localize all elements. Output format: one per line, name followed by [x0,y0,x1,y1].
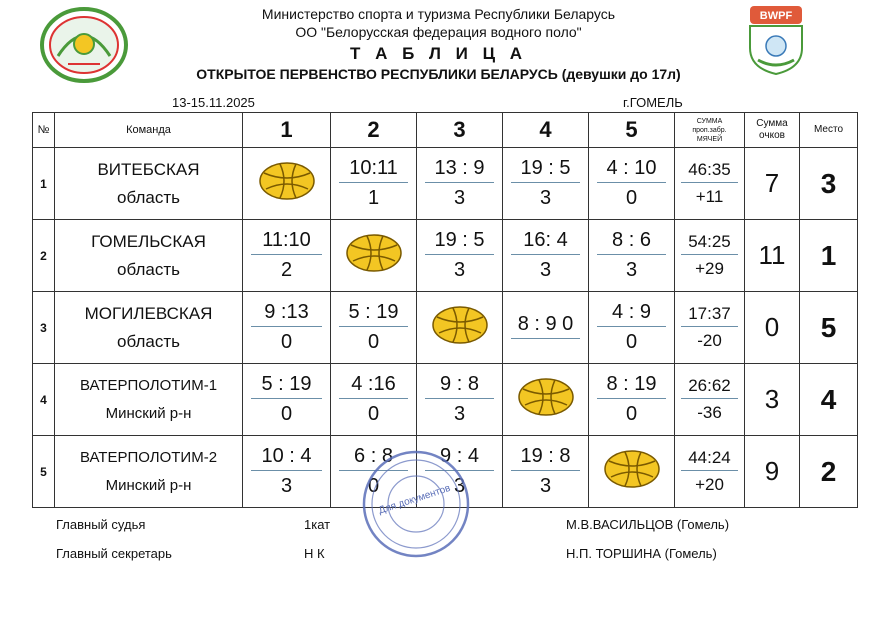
goals-total-cell [675,220,745,292]
page-title: Т А Б Л И Ц А [349,44,528,63]
match-score: 10:11 [339,157,408,183]
bwpf-logo-text: BWPF [759,10,793,22]
row-number: 2 [33,220,55,292]
ministry-name: Министерство спорта и туризма Республики Беларусь [261,6,616,22]
match-cell [503,436,589,508]
goals-total-cell [675,364,745,436]
goal-difference: +11 [695,187,724,206]
match-points: 0 [367,475,380,497]
match-cell [331,148,417,220]
place: 1 [800,220,858,292]
match-points: 3 [539,259,552,281]
water-polo-ball-icon [345,233,403,273]
row-number: 4 [33,364,55,436]
goals-total-cell [675,148,745,220]
col-num-header: № [33,113,55,148]
match-score: 13 : 9 [425,157,494,183]
match-points: 3 [453,187,466,209]
self-match-cell [503,364,589,436]
match-score: 19 : 5 [425,229,494,255]
col-team-header: Команда [55,113,243,148]
place: 2 [800,436,858,508]
team-name-line2: область [117,187,180,207]
col-5-header: 5 [589,113,675,148]
col-points-line1: Сумма [756,118,788,129]
table-row [33,292,858,364]
col-goals-line1: СУММА [696,117,723,125]
match-points: 2 [280,259,293,281]
self-match-cell [589,436,675,508]
match-cell [503,148,589,220]
table-row [33,220,858,292]
secretary-label: Главный секретарь [56,546,172,561]
match-points: 0 [367,331,380,353]
match-points: 3 [453,259,466,281]
col-1-header: 1 [243,113,331,148]
judge-name: М.В.ВАСИЛЬЦОВ (Гомель) [566,517,730,532]
match-points: 3 [280,475,293,497]
match-score: 8 : 6 [597,229,666,255]
col-goals-line3: МЯЧЕЙ [696,135,723,143]
judge-category: 1кат [304,517,331,532]
points-total: 11 [745,220,800,292]
goal-difference: +29 [695,259,724,278]
goals-total: 54:25 [681,232,738,255]
match-points: 0 [367,403,380,425]
match-score: 9 : 4 [425,445,494,471]
match-points: 0 [280,331,293,353]
match-cell [503,220,589,292]
match-score: 19 : 8 [511,445,580,471]
col-points-line2: очков [759,130,785,141]
self-match-cell [331,220,417,292]
stamp-text: Для документов [377,482,452,517]
match-cell [589,220,675,292]
water-polo-ball-icon [431,305,489,345]
match-points: 3 [453,475,466,497]
match-cell [331,292,417,364]
goals-total-cell [675,292,745,364]
match-cell [417,364,503,436]
match-cell [243,436,331,508]
match-score: 19 : 5 [511,157,580,183]
match-score: 9 : 8 [425,373,494,399]
match-cell [503,292,589,364]
match-cell [243,292,331,364]
table-row [33,148,858,220]
goals-total: 17:37 [681,304,738,327]
match-score: 11:10 [251,229,322,255]
team-name [55,364,243,436]
place: 4 [800,364,858,436]
match-points: 3 [539,475,552,497]
goals-total: 26:62 [681,376,738,399]
match-points: 3 [625,259,638,281]
points-total: 7 [745,148,800,220]
team-name-line1: ВАТЕРПОЛОТИМ-1 [79,376,218,394]
secretary-name: Н.П. ТОРШИНА (Гомель) [566,546,717,561]
col-2-header: 2 [331,113,417,148]
row-number: 5 [33,436,55,508]
points-total: 0 [745,292,800,364]
team-name-line1: ВИТЕБСКАЯ [97,159,200,179]
col-place-header: Место [800,113,858,148]
goals-total-cell [675,436,745,508]
team-name-line2: Минский р-н [105,404,192,422]
match-score: 8 : 19 [597,373,666,399]
secretary-category: Н К [304,546,325,561]
match-points: 1 [367,187,380,209]
water-polo-ball-icon [258,161,316,201]
col-3-header: 3 [417,113,503,148]
place: 3 [800,148,858,220]
table-row [33,364,858,436]
water-polo-ball-icon [517,377,575,417]
col-4-header: 4 [503,113,589,148]
match-cell [589,292,675,364]
team-name [55,436,243,508]
header-row [33,113,858,148]
tournament-title: ОТКРЫТОЕ ПЕРВЕНСТВО РЕСПУБЛИКИ БЕЛАРУСЬ (девушки до 17л) [196,66,681,82]
federation-name: ОО "Белорусская федерация водного поло" [295,24,582,40]
col-goals-line2: проп.забр. [692,126,727,134]
team-name [55,220,243,292]
goal-difference: +20 [695,475,724,494]
team-name-line2: область [117,331,180,351]
row-number: 3 [33,292,55,364]
match-score: 5 : 19 [251,373,322,399]
match-score: 9 :13 [251,301,322,327]
match-points: 3 [453,403,466,425]
match-cell [243,220,331,292]
team-name-line1: МОГИЛЕВСКАЯ [84,303,213,323]
goal-difference: -20 [697,331,722,350]
match-points: 0 [625,403,638,425]
event-city: г.ГОМЕЛЬ [623,95,683,110]
self-match-cell [417,292,503,364]
match-cell [243,364,331,436]
match-score: 10 : 4 [251,445,322,471]
goal-difference: -36 [697,403,722,422]
official-stamp [360,448,472,565]
match-cell [331,364,417,436]
team-name-line2: область [117,259,180,279]
judge-label: Главный судья [56,517,146,532]
goals-total: 46:35 [681,160,738,183]
points-total: 9 [745,436,800,508]
match-cell [589,148,675,220]
water-polo-ball-icon [603,449,661,489]
place: 5 [800,292,858,364]
goals-total: 44:24 [681,448,738,471]
match-score: 8 : 9 0 [511,313,580,339]
match-points: 3 [539,187,552,209]
self-match-cell [243,148,331,220]
match-cell [417,220,503,292]
match-points: 0 [625,331,638,353]
row-number: 1 [33,148,55,220]
team-name-line1: ГОМЕЛЬСКАЯ [91,231,206,251]
match-score: 5 : 19 [339,301,408,327]
match-score: 4 : 10 [597,157,666,183]
match-points: 0 [280,403,293,425]
match-cell [417,148,503,220]
team-name [55,148,243,220]
match-score: 6 : 8 [339,445,408,471]
team-name-line1: ВАТЕРПОЛОТИМ-2 [79,448,218,466]
col-points-header [745,113,800,148]
match-points: 0 [625,187,638,209]
match-score: 4 :16 [339,373,408,399]
match-score: 16: 4 [511,229,580,255]
points-total: 3 [745,364,800,436]
col-goals-header [675,113,745,148]
match-cell [589,364,675,436]
event-date: 13-15.11.2025 [172,95,255,110]
match-score: 4 : 9 [597,301,666,327]
team-name [55,292,243,364]
team-name-line2: Минский р-н [105,476,192,494]
